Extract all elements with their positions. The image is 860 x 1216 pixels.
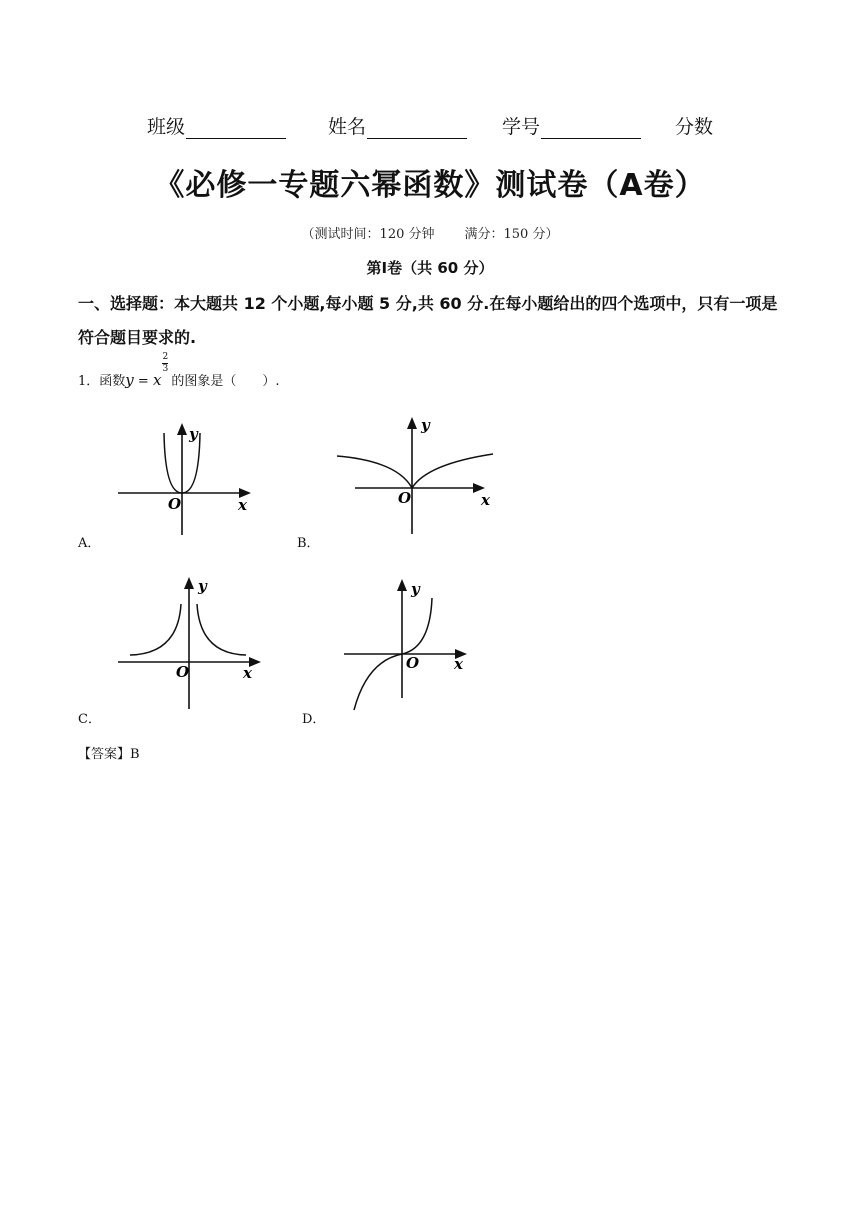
question-suffix: 的图象是（ ）. [171, 374, 280, 389]
exponent-denominator: 3 [162, 364, 169, 374]
option-c[interactable]: C． [78, 712, 101, 727]
name-field[interactable] [328, 112, 467, 139]
class-field[interactable] [147, 112, 286, 139]
y-axis-arrow [184, 577, 194, 589]
question-prefix: 1．函数 [78, 374, 126, 389]
y-axis-label: y [189, 425, 198, 443]
x-axis-label: x [481, 491, 490, 509]
student-id-field[interactable] [502, 112, 641, 139]
math-x: x [152, 371, 162, 389]
student-id-blank[interactable] [541, 118, 641, 139]
origin-label: O [176, 663, 190, 681]
y-axis-label: y [421, 416, 430, 434]
name-blank[interactable] [367, 118, 467, 139]
graph-d[interactable] [342, 578, 477, 713]
x-axis-label: x [238, 496, 247, 514]
y-axis-label: y [198, 577, 207, 595]
x-axis-label: x [454, 655, 463, 673]
student-id-label: 学号 [502, 116, 541, 138]
origin-label: O [406, 654, 420, 672]
curve [337, 454, 493, 488]
math-y: y [125, 371, 134, 389]
class-blank[interactable] [186, 118, 286, 139]
class-label: 班级 [147, 116, 186, 138]
option-a[interactable]: A． [78, 536, 101, 551]
y-axis-arrow [177, 423, 187, 435]
y-axis-arrow [407, 417, 417, 429]
y-axis-label: y [411, 580, 420, 598]
score-label: 分数 [675, 116, 714, 138]
answer: 【答案】B [78, 747, 140, 762]
x-axis-label: x [243, 664, 252, 682]
origin-label: O [168, 495, 182, 513]
score-field [675, 112, 713, 139]
test-score: 满分：150 分） [464, 227, 559, 242]
option-b[interactable]: B． [297, 536, 320, 551]
question-1 [78, 352, 280, 389]
y-axis-arrow [397, 579, 407, 591]
math-equals: = [133, 374, 153, 389]
section-heading: 一、选择题：本大题共 12 个小题,每小题 5 分,共 60 分.在每小题给出的四个选项中，只有一项是符合题目要求的. [78, 294, 778, 347]
test-time: （测试时间：120 分钟 [301, 227, 435, 242]
name-label: 姓名 [328, 116, 367, 138]
test-meta [0, 223, 860, 242]
exponent [161, 352, 171, 385]
curve-left [130, 604, 181, 655]
option-d[interactable]: D． [302, 712, 326, 727]
graph-a[interactable] [116, 422, 256, 537]
graph-b[interactable] [335, 416, 500, 536]
part-title: 第Ⅰ卷（共 60 分） [366, 259, 494, 277]
page-title: 《必修一专题六幂函数》测试卷（A卷） [154, 168, 706, 203]
origin-label: O [398, 489, 412, 507]
exponent-numerator: 2 [162, 352, 169, 362]
curve-right [197, 604, 246, 655]
graph-c[interactable] [116, 576, 266, 711]
